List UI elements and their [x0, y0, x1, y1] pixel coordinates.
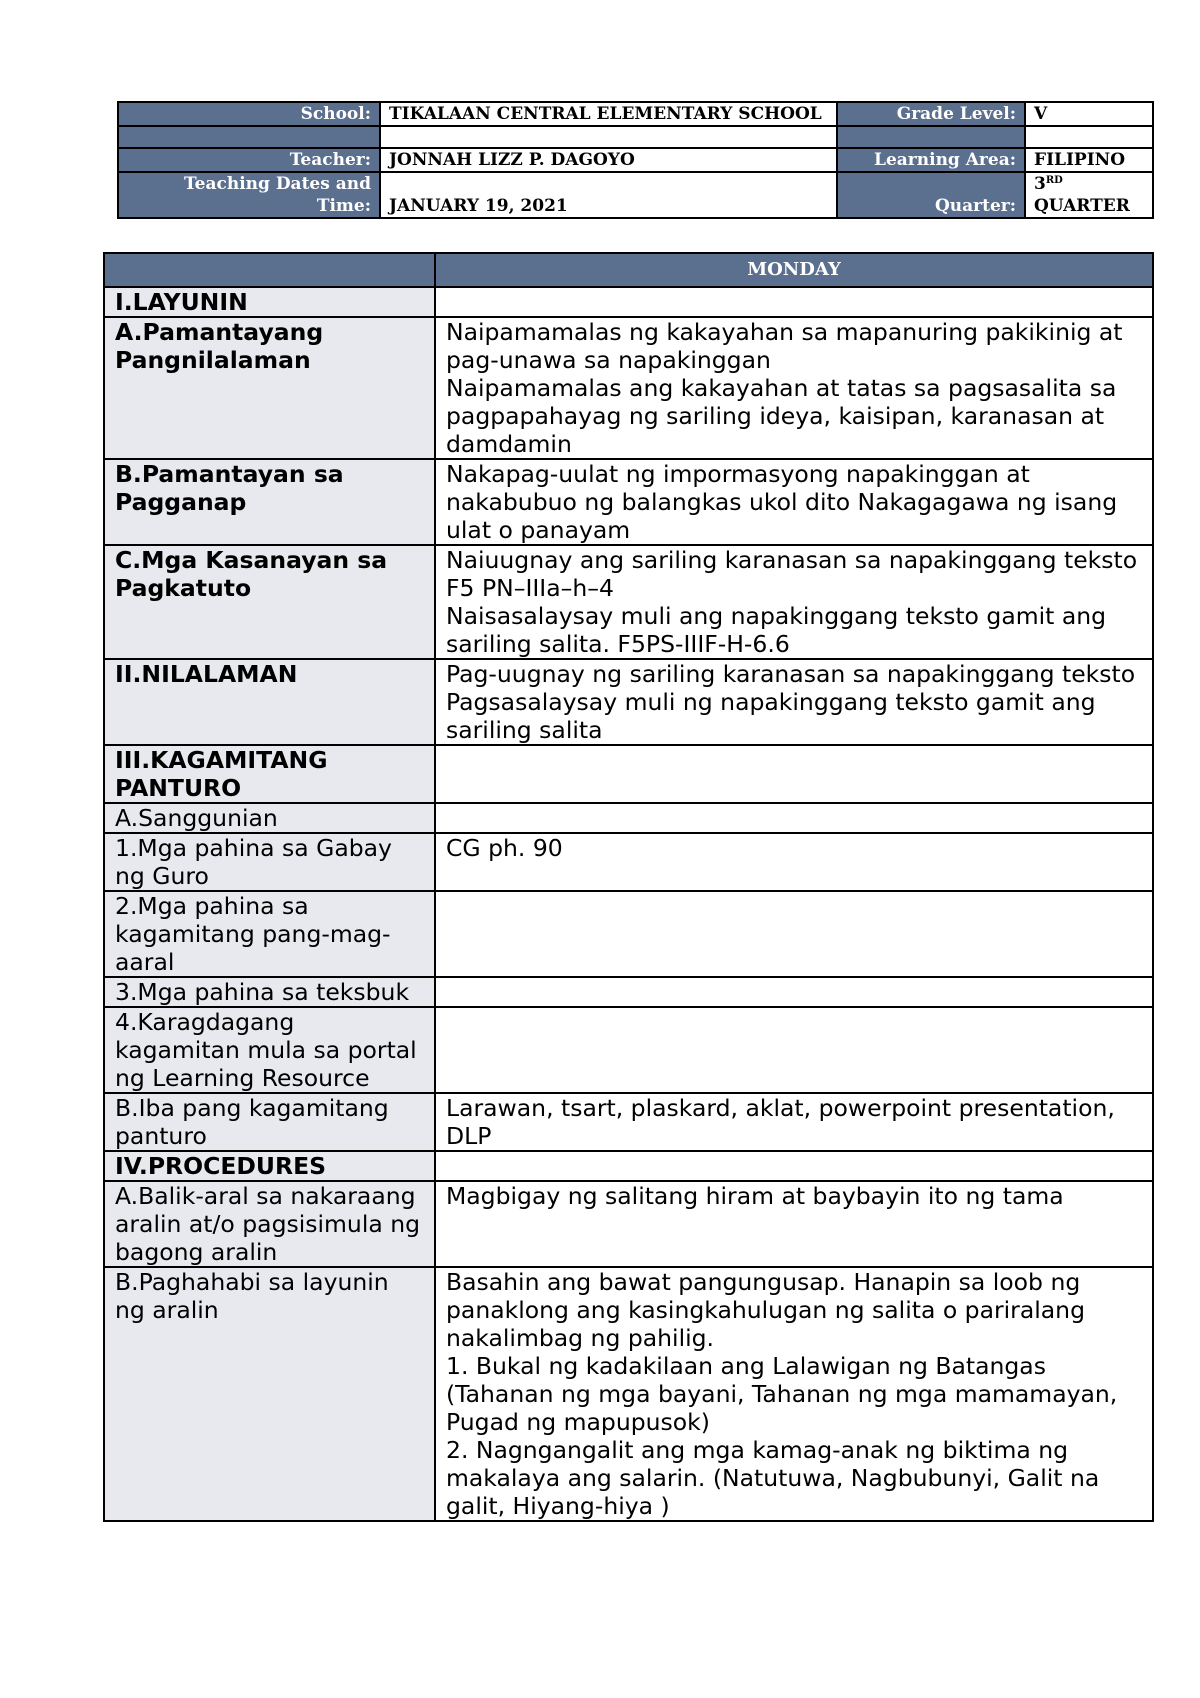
table-header-row	[104, 253, 1153, 287]
row-label: I.LAYUNIN	[104, 287, 435, 317]
content-paragraph: Pagsasalaysay muli ng napakinggang teksto gamit ang sariling salita	[446, 688, 1096, 744]
table-row	[104, 891, 1153, 977]
header-blank-cell	[104, 253, 435, 287]
row-label: 2.Mga pahina sa kagamitang pang-mag-aaral	[104, 891, 435, 977]
quarter-word: QUARTER	[1034, 196, 1130, 216]
content-paragraph: 2. Nagngangalit ang mga kamag-anak ng biktima ng makalaya ang salarin. (Natutuwa, Nagbubunyi, Galit na galit, Hiyang-hiya )	[446, 1436, 1100, 1520]
table-row	[104, 659, 1153, 745]
blank-value-cell	[380, 126, 837, 148]
table-row	[104, 803, 1153, 833]
row-label: A.Pamantayang Pangnilalaman	[104, 317, 435, 459]
row-content	[435, 1267, 1153, 1521]
row-content	[435, 833, 1153, 891]
content-paragraph: Magbigay ng salitang hiram at baybayin ito ng tama	[446, 1182, 1064, 1210]
content-paragraph: Nakapag-uulat ng impormasyong napakinggan at nakabubuo ng balangkas ukol dito Nakagagawa ng isang ulat o panayam	[446, 460, 1118, 544]
table-row	[104, 1093, 1153, 1151]
row-content	[435, 459, 1153, 545]
content-paragraph: CG ph. 90	[446, 834, 563, 862]
row-label: 1.Mga pahina sa Gabay ng Guro	[104, 833, 435, 891]
learning-area-value: FILIPINO	[1025, 148, 1153, 172]
lesson-plan-table	[103, 252, 1154, 1522]
row-content	[435, 287, 1153, 317]
blank-label-cell	[837, 126, 1025, 148]
blank-value-cell	[1025, 126, 1153, 148]
content-paragraph: Basahin ang bawat pangungusap. Hanapin sa loob ng panaklong ang kasingkahulugan ng salita o pariralang nakalimbag ng pahilig.	[446, 1268, 1085, 1352]
table-row	[104, 317, 1153, 459]
row-content	[435, 977, 1153, 1007]
quarter-label: Quarter:	[837, 172, 1025, 218]
teacher-value: JONNAH LIZZ P. DAGOYO	[380, 148, 837, 172]
teaching-dates-value: JANUARY 19, 2021	[380, 172, 837, 218]
quarter-value	[1025, 172, 1153, 218]
table-row	[104, 1267, 1153, 1521]
school-value: TIKALAAN CENTRAL ELEMENTARY SCHOOL	[380, 102, 837, 126]
row-content	[435, 803, 1153, 833]
table-row	[104, 287, 1153, 317]
row-label: III.KAGAMITANG PANTURO	[104, 745, 435, 803]
row-label: IV.PROCEDURES	[104, 1151, 435, 1181]
row-label: B.Pamantayan sa Pagganap	[104, 459, 435, 545]
school-label: School:	[118, 102, 380, 126]
row-content	[435, 659, 1153, 745]
day-header: MONDAY	[435, 253, 1153, 287]
blank-label-cell	[118, 126, 380, 148]
table-row	[104, 1181, 1153, 1267]
teaching-dates-label-line2: Time:	[316, 196, 371, 216]
row-content	[435, 317, 1153, 459]
table-row	[104, 977, 1153, 1007]
content-paragraph: F5 PN–IIIa–h–4	[446, 574, 614, 602]
content-paragraph: Naiuugnay ang sariling karanasan sa napakinggang teksto	[446, 546, 1138, 574]
content-paragraph: Naisasalaysay muli ang napakinggang teksto gamit ang sariling salita. F5PS-IIIF-H-6.6	[446, 602, 1107, 658]
row-content	[435, 891, 1153, 977]
row-label: 3.Mga pahina sa teksbuk	[104, 977, 435, 1007]
content-paragraph: 1. Bukal ng kadakilaan ang Lalawigan ng Batangas (Tahanan ng mga bayani, Tahanan ng mga mamamayan, Pugad ng mapupusok)	[446, 1352, 1118, 1436]
teaching-dates-label-line1: Teaching Dates and	[183, 174, 371, 194]
row-label: II.NILALAMAN	[104, 659, 435, 745]
row-content	[435, 545, 1153, 659]
row-label: A.Sanggunian	[104, 803, 435, 833]
row-label: 4.Karagdagang kagamitan mula sa portal ng Learning Resource	[104, 1007, 435, 1093]
table-row	[104, 1151, 1153, 1181]
grade-level-value: V	[1025, 102, 1153, 126]
row-content	[435, 1151, 1153, 1181]
quarter-ordinal: RD	[1045, 175, 1063, 186]
table-row	[104, 459, 1153, 545]
learning-area-label: Learning Area:	[837, 148, 1025, 172]
table-row	[104, 1007, 1153, 1093]
row-label: A.Balik-aral sa nakaraang aralin at/o pagsisimula ng bagong aralin	[104, 1181, 435, 1267]
content-paragraph: Larawan, tsart, plaskard, aklat, powerpoint presentation, DLP	[446, 1094, 1115, 1150]
teacher-label: Teacher:	[118, 148, 380, 172]
content-paragraph: Naipamamalas ang kakayahan at tatas sa pagsasalita sa pagpapahayag ng sariling ideya, kaisipan, karanasan at damdamin	[446, 374, 1117, 458]
grade-level-label: Grade Level:	[837, 102, 1025, 126]
row-label: C.Mga Kasanayan sa Pagkatuto	[104, 545, 435, 659]
row-label: B.Iba pang kagamitang panturo	[104, 1093, 435, 1151]
row-content	[435, 1007, 1153, 1093]
row-content	[435, 1093, 1153, 1151]
header-info-table	[117, 101, 1154, 219]
content-paragraph: Pag-uugnay ng sariling karanasan sa napakinggang teksto	[446, 660, 1136, 688]
table-row	[104, 745, 1153, 803]
row-content	[435, 1181, 1153, 1267]
table-row	[104, 833, 1153, 891]
quarter-number: 3RD	[1034, 174, 1063, 194]
row-label: B.Paghahabi sa layunin ng aralin	[104, 1267, 435, 1521]
table-row	[104, 545, 1153, 659]
row-content	[435, 745, 1153, 803]
teaching-dates-label	[118, 172, 380, 218]
content-paragraph: Naipamamalas ng kakayahan sa mapanuring pakikinig at pag-unawa sa napakinggan	[446, 318, 1123, 374]
